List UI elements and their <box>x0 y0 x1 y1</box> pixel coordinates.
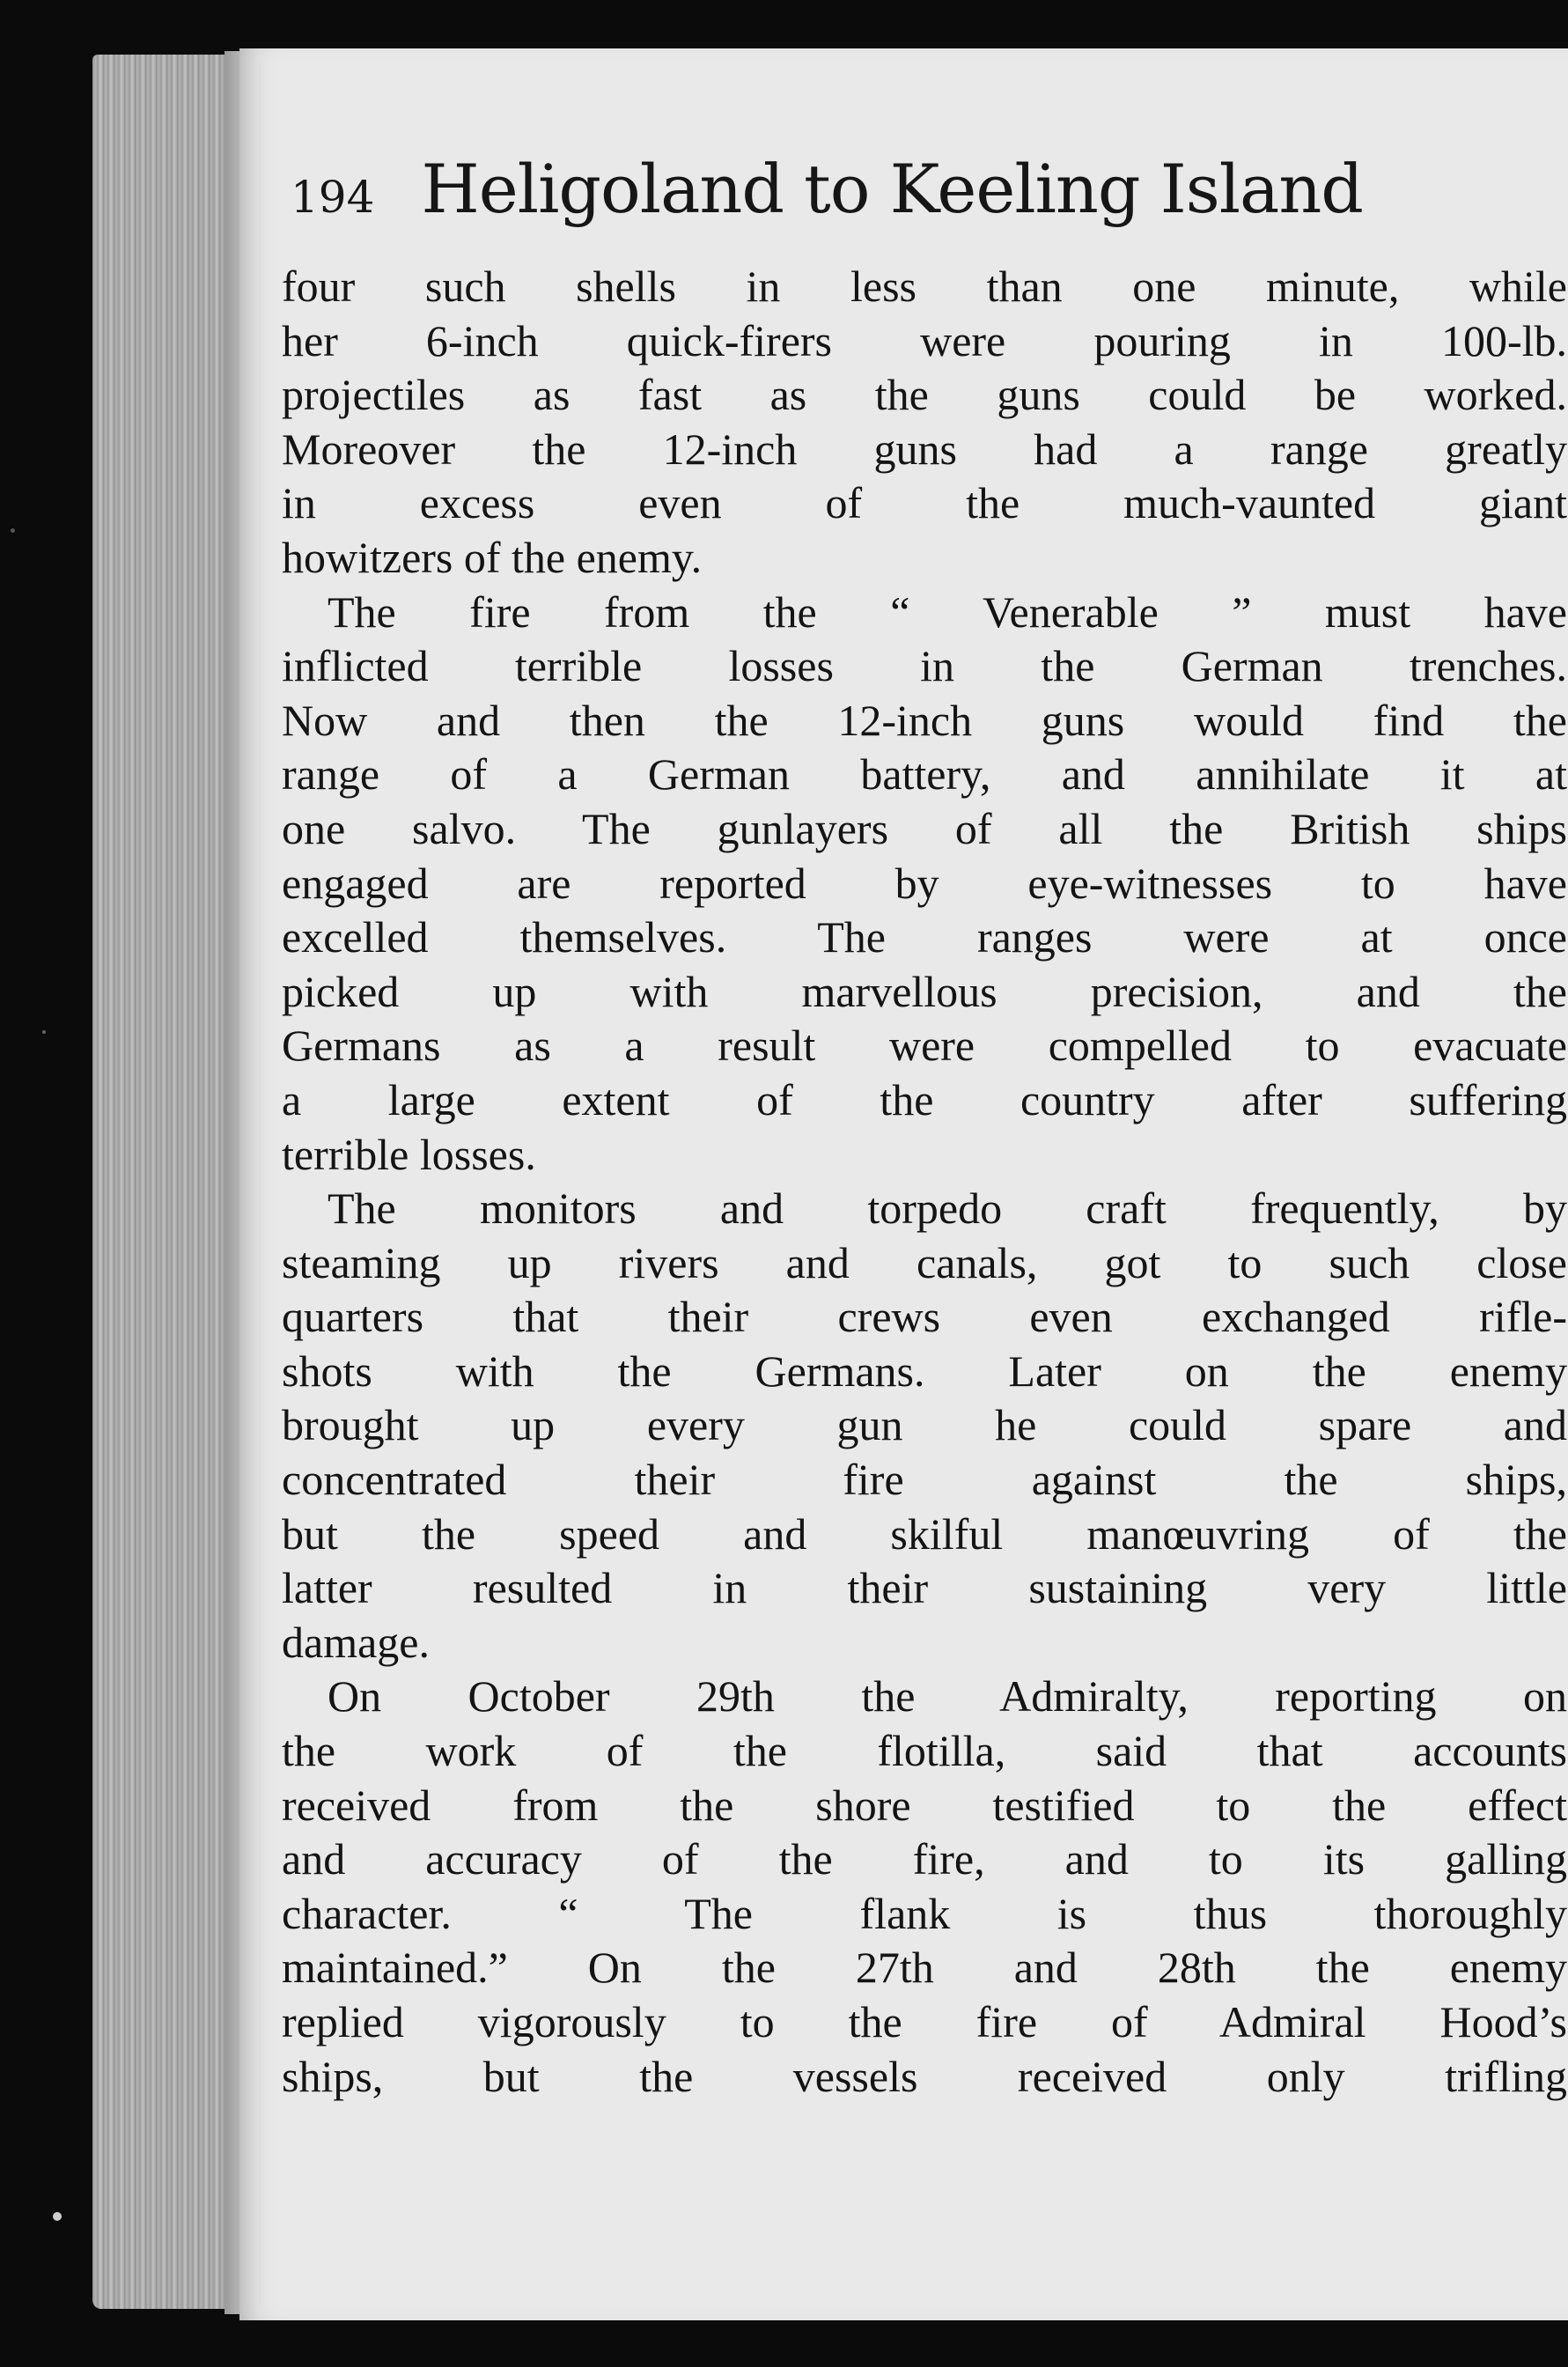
text-line: received from the shore testified to the effect <box>282 1780 1567 1830</box>
scan-speck <box>42 1030 46 1034</box>
body-text <box>282 260 1567 2104</box>
running-head <box>291 150 1363 228</box>
scan-speck <box>11 528 15 533</box>
text-line: character. “ The flank is thus thoroughly <box>282 1888 1567 1938</box>
text-line: ships, but the vessels received only trifling <box>282 2051 1567 2101</box>
running-title: Heligoland to Keeling Island <box>421 150 1363 228</box>
text-line: her 6-inch quick-firers were pouring in 100-lb. <box>282 315 1567 365</box>
text-line: Germans as a result were compelled to evacuate <box>282 1021 1567 1071</box>
text-line: maintained.” On the 27th and 28th the enemy <box>282 1943 1567 1993</box>
text-line: shots with the Germans. Later on the enemy <box>282 1346 1567 1396</box>
text-line: picked up with marvellous precision, and the <box>282 966 1567 1016</box>
text-line: one salvo. The gunlayers of all the British ships <box>282 803 1567 853</box>
page-edges <box>92 55 242 2309</box>
text-line: Moreover the 12-inch guns had a range greatly <box>282 424 1567 474</box>
text-line: range of a German battery, and annihilate it at <box>282 749 1567 800</box>
text-line: damage. <box>282 1617 430 1667</box>
text-line: howitzers of the enemy. <box>282 532 703 582</box>
text-line: On October 29th the Admiralty, reporting on <box>328 1671 1567 1722</box>
text-line: terrible losses. <box>282 1129 536 1179</box>
page-number: 194 <box>291 172 375 223</box>
text-line: quarters that their crews even exchanged rifle- <box>282 1292 1567 1342</box>
text-line: replied vigorously to the fire of Admiral Hood’s <box>282 1997 1567 2046</box>
text-line: but the speed and skilful manœuvring of the <box>282 1508 1567 1559</box>
scan-speck <box>53 2212 62 2221</box>
text-line: in excess even of the much-vaunted giant <box>282 478 1567 528</box>
text-line: four such shells in less than one minute, while <box>282 262 1567 311</box>
text-line: concentrated their fire against the ships, <box>282 1455 1567 1505</box>
text-line: steaming up rivers and canals, got to such close <box>282 1237 1567 1287</box>
text-line: engaged are reported by eye-witnesses to have <box>282 858 1567 908</box>
text-line: the work of the flotilla, said that accounts <box>282 1726 1567 1776</box>
text-line: a large extent of the country after suffering <box>282 1074 1567 1125</box>
text-line: latter resulted in their sustaining very little <box>282 1563 1567 1613</box>
text-line: The fire from the “ Venerable ” must have <box>328 586 1567 637</box>
text-line: projectiles as fast as the guns could be worked. <box>282 370 1567 420</box>
text-line: inflicted terrible losses in the German trenches. <box>282 641 1567 691</box>
text-line: The monitors and torpedo craft frequently, by <box>328 1184 1567 1234</box>
text-line: and accuracy of the fire, and to its galling <box>282 1834 1567 1884</box>
text-line: excelled themselves. The ranges were at once <box>282 912 1567 962</box>
text-line: Now and then the 12-inch guns would find the <box>282 695 1567 745</box>
text-line: brought up every gun he could spare and <box>282 1400 1567 1450</box>
